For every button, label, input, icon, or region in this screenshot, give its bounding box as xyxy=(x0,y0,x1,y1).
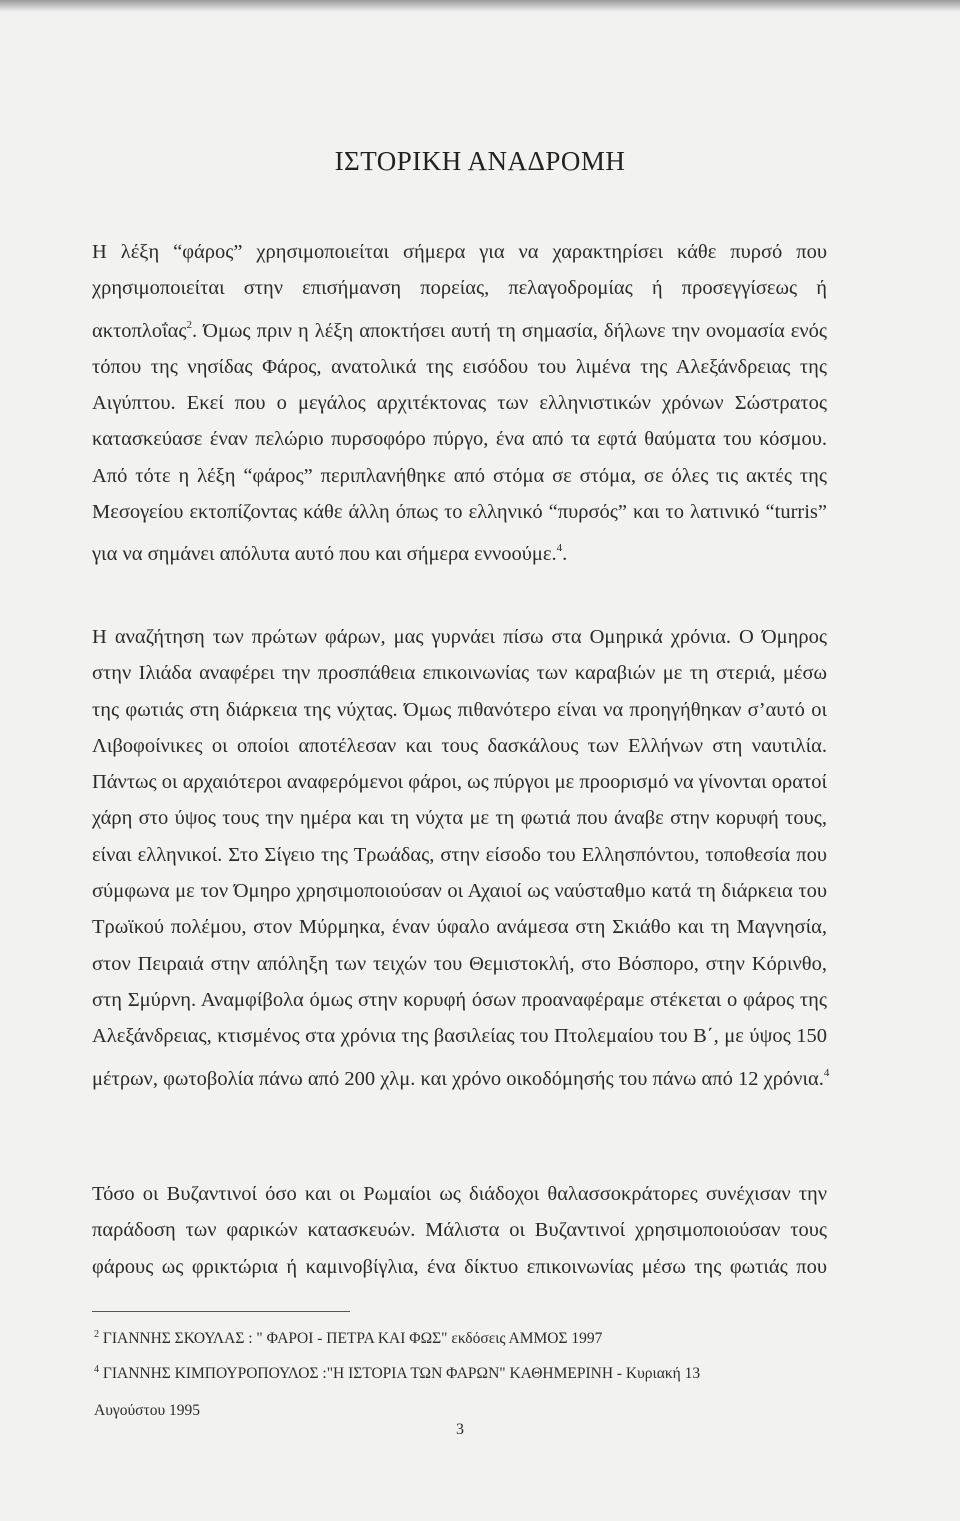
text-line: κατασκεύασε έναν πελώριο πυρσοφόρο πύργο, ένα από τα εφτά θαύματα του κόσμου. xyxy=(92,428,827,451)
text-line: στη Σμύρνη. Αναμφίβολα όμως στην κορυφή όσων προαναφέραμε στέκεται ο φάρος της xyxy=(92,988,827,1011)
footnote-mark: 4 xyxy=(94,1364,99,1375)
text-line xyxy=(92,307,827,349)
paragraph-1 xyxy=(92,234,827,573)
footnote-ref: 4 xyxy=(556,542,563,555)
text-fragment: μέτρων, φωτοβολία πάνω από 200 χλμ. και χρόνο οικοδόμησής του πάνω από 12 χρόνια. xyxy=(92,1067,824,1090)
text-line: χάρη στο ύψος τους την ημέρα και τη νύχτα με τη φωτιά που άναβε στην κορυφή τους, xyxy=(92,807,827,830)
footnote-ref: 4 xyxy=(823,1066,830,1079)
text-line: Η λέξη “φάρος” χρησιμοποιείται σήμερα για να χαρακτηρίσει κάθε πυρσό που xyxy=(92,241,827,263)
text-line: είναι ελληνικοί. Στο Σίγειο της Τρωάδας, στην είσοδο του Ελλησπόντου, τοποθεσία που xyxy=(92,843,827,866)
footnote-mark: 2 xyxy=(94,1329,99,1340)
text-line: Η αναζήτηση των πρώτων φάρων, μας γυρνάει πίσω στα Ομηρικά χρόνια. Ο Όμηρος xyxy=(92,626,827,648)
footnote-2-continuation: Αυγούστου 1995 xyxy=(94,1402,201,1419)
text-line xyxy=(92,1055,830,1097)
page-title: ΙΣΤΟΡΙΚΗ ΑΝΑΔΡΟΜΗ xyxy=(334,146,626,176)
text-line: για να σημάνει απόλυτα αυτό που και σήμερα εννοούμε.$^4$. xyxy=(92,542,568,566)
footnote-divider xyxy=(92,1311,350,1312)
paragraph-2 xyxy=(92,619,830,1097)
text-line: Από τότε η λέξη “φάρος” περιπλανήθηκε από στόμα σε στόμα, σε όλες τις ακτές της xyxy=(92,464,827,487)
text-fragment: για να σημάνει απόλυτα αυτό που και σήμερα εννοούμε. xyxy=(92,543,557,566)
text-line: φάρους ως φρικτώρια ή καμινοβίγλια, ένα δίκτυο επικοινωνίας μέσω της φωτιάς που xyxy=(92,1255,827,1278)
page-number: 3 xyxy=(456,1421,464,1438)
text-line: Λιβοφοίνικες οι οποίοι αποτέλεσαν και τους δασκάλους των Ελλήνων στη ναυτιλία. xyxy=(92,734,827,757)
text-line: Αιγύπτου. Εκεί που ο μεγάλος αρχιτέκτονας των ελληνιστικών χρόνων Σώστρατος xyxy=(92,392,827,415)
footnote-1 xyxy=(94,1325,834,1349)
text-line: Μεσογείου εκτοπίζοντας κάθε άλλη όπως το ελληνικό “πυρσός” και το λατινικό “turris” xyxy=(92,501,827,524)
text-line: Αλεξάνδρειας, κτισμένος στα χρόνια της βασιλείας του Πτολεμαίου του Β΄, με ύψος 150 xyxy=(92,1025,827,1048)
footnote-2 xyxy=(94,1360,834,1384)
paragraph-3 xyxy=(92,1176,827,1285)
text-line: χρησιμοποιείται στην επισήμανση πορείας, πελαγοδρομίας ή προσεγγίσεως ή xyxy=(92,277,827,300)
text-line: στην Ιλιάδα αναφέρει την προσπάθεια επικοινωνίας των καραβιών με τη στεριά, μέσω xyxy=(92,662,827,685)
text-line: στον Πειραιά στην απόληξη των τειχών του Θεμιστοκλή, στο Βόσπορο, στην Κόρινθο, xyxy=(92,952,827,975)
footnote-text: ΓΙΑΝΝΗΣ ΚΙΜΠΟΥΡΟΠΟΥΛΟΣ :"Η ΙΣΤΟΡΙΑ ΤΩΝ ΦΑΡΩΝ" ΚΑΘΗΜΕΡΙΝΗ - Κυριακή 13 xyxy=(102,1365,701,1382)
text-line: παράδοση των φαρικών κατασκευών. Μάλιστα οι Βυζαντινοί χρησιμοποιούσαν τους xyxy=(92,1219,827,1242)
text-line: της φωτιάς στη διάρκεια της νύχτας. Όμως πιθανότερο είναι να προηγήθηκαν σ’αυτό οι xyxy=(92,698,827,721)
text-fragment: . Όμως πριν η λέξη αποκτήσει αυτή τη σημασία, δήλωνε την ονομασία ενός xyxy=(191,319,827,342)
text-line: τόπου της νησίδας Φάρος, ανατολικά της εισόδου του λιμένα της Αλεξάνδρειας της xyxy=(92,355,827,378)
text-fragment: ακτοπλοΐας xyxy=(92,319,187,342)
footnote-text: ΓΙΑΝΝΗΣ ΣΚΟΥΛΑΣ : " ΦΑΡΟΙ - ΠΕΤΡΑ ΚΑΙ ΦΩΣ" εκδόσεις ΑΜΜΟΣ 1997 xyxy=(102,1330,603,1347)
footnote-ref: 2 xyxy=(186,318,192,331)
text-line: Τρωϊκού πολέμου, στον Μύρμηκα, έναν ύφαλο ανάμεσα στη Σκιάθο και τη Μαγνησία, xyxy=(92,916,827,939)
text-line: σύμφωνα με τον Όμηρο χρησιμοποιούσαν οι Αχαιοί ως ναύσταθμο κατά τη διάρκεια του xyxy=(92,880,827,903)
text-line: Τόσο οι Βυζαντινοί όσο και οι Ρωμαίοι ως διάδοχοι θαλασσοκράτορες συνέχισαν την xyxy=(92,1183,827,1205)
text-line: Πάντως οι αρχαιότεροι αναφερόμενοι φάροι, ως πύργοι με προορισμό να γίνονται ορατοί xyxy=(92,771,827,794)
